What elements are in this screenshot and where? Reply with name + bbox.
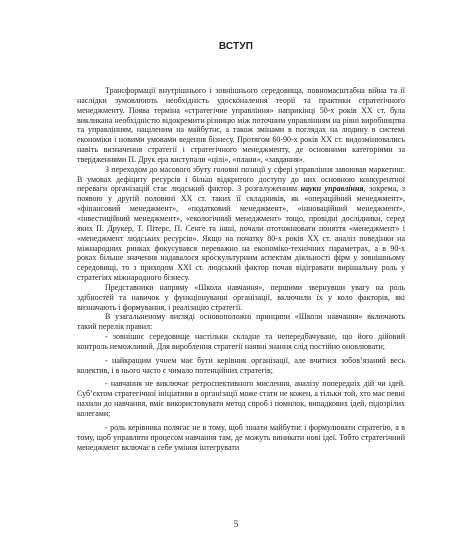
list-item: - найкращим учнем має бути керівник організації, але вчитися зобов’язаний весь колектив, і в нього часто є чимало потенційних стратегів; bbox=[77, 355, 405, 375]
list-item: - навчання не виключає ретроспективного мислення, аналізу попередніх дій чи ідей. Суб’єктом стратегічної ініціативи в організації може стати не кожен, а тільки той, хто має певні нахили до навчання, вміє використовувати метод спроб і помилок, випадкових ідей, підозрілих колегами; bbox=[77, 379, 405, 418]
paragraph-school-of-learning: Представники напряму «Школа навчання», першими звернувши увагу на роль здібностей та навичок у функціонуванні організації, включили їх у коло факторів, які визначають і формування, і реалізацію стратегії. bbox=[77, 282, 405, 312]
paragraph-intro: Трансформації внутрішнього і зовнішнього середовища, повномасштабна війна та її наслідки зумовлюють необхідність удосконалення теорії та практики стратегічного менеджменту. Поява терміна «стратегічне управління» наприкінці 50-х років ХХ ст. була викликана необхідністю відокремити різницю між поточним управлінням на рівні виробництва та управлінням, націленим на майбутнє, а також змінами в поглядах на людину в системі економіки і новими умовами ведення бізнесу. Протягом 60-90-х років ХХ ст. видозмінювались навіть визначення стратегії і стратегічного менеджменту, де основними категоріями за твердженнями П. Друк ера виступали «цілі», «плани», «завдання». bbox=[77, 86, 405, 164]
paragraph-text: , зокрема, з появою у другій половині ХХ ст. таких її складників, як «операційний менеджмент», «фінансовий менеджмент», «податковий менеджмент», «інноваційний менеджмент», «інвестиційний менеджмент», «екологічний менеджмент» тощо, провідні дослідники, серед яких П. Друкер, Т. Пітерс, П. Сенге та інші, почали ототожнювати поняття «менеджмент» і «менеджмент людських ресурсів». Якщо на початку 80-х років ХХ ст. аналіз поведінки на міжнародних ринках фокусувався переважно на економіко-технічних параметрах, а в 90-х роках більше значення надавалося кроскультурним аспектам діяльності фірм у зовнішньому середовищі, то з приходом ХХІ ст. людський фактор почав відігравати вирішальну роль у стратегіях міжнародного бізнесу. bbox=[77, 184, 405, 283]
page-number: 5 bbox=[233, 519, 239, 529]
paragraph-principles-intro: В узагальненому вигляді основоположні принципи «Школи навчання» включають такий перелік правил: bbox=[77, 312, 405, 332]
emphasis-term: науки управління bbox=[300, 184, 364, 194]
list-item: - роль керівника полягає не в тому, щоб знаати майбутнє і формулювати стратегію, а в тому, щоб управляти процесом навчання там, де можуть виникати нові ідеї. Тобто стратегічний менеджмент включає в себе уміння інтегрувати bbox=[77, 422, 405, 452]
document-body bbox=[77, 86, 405, 452]
list-item: - зовнішнє середовище настільки складне та непередбачуване, що його дійовий контроль неможливий. Для вироблення стратегії наявні знання слід постійно оновлювати; bbox=[77, 332, 405, 351]
paragraph-marketing bbox=[77, 165, 405, 283]
paragraph-text: З переходом до масового збуту головні позиції у сфері управління завоював маркетинг. В умовах дефіциту ресурсів і більш відкритого доступу до них основною конкурентної переваги організацій стає людський фактор. З розгалуженням bbox=[77, 164, 405, 194]
page-title: ВСТУП bbox=[218, 41, 254, 52]
